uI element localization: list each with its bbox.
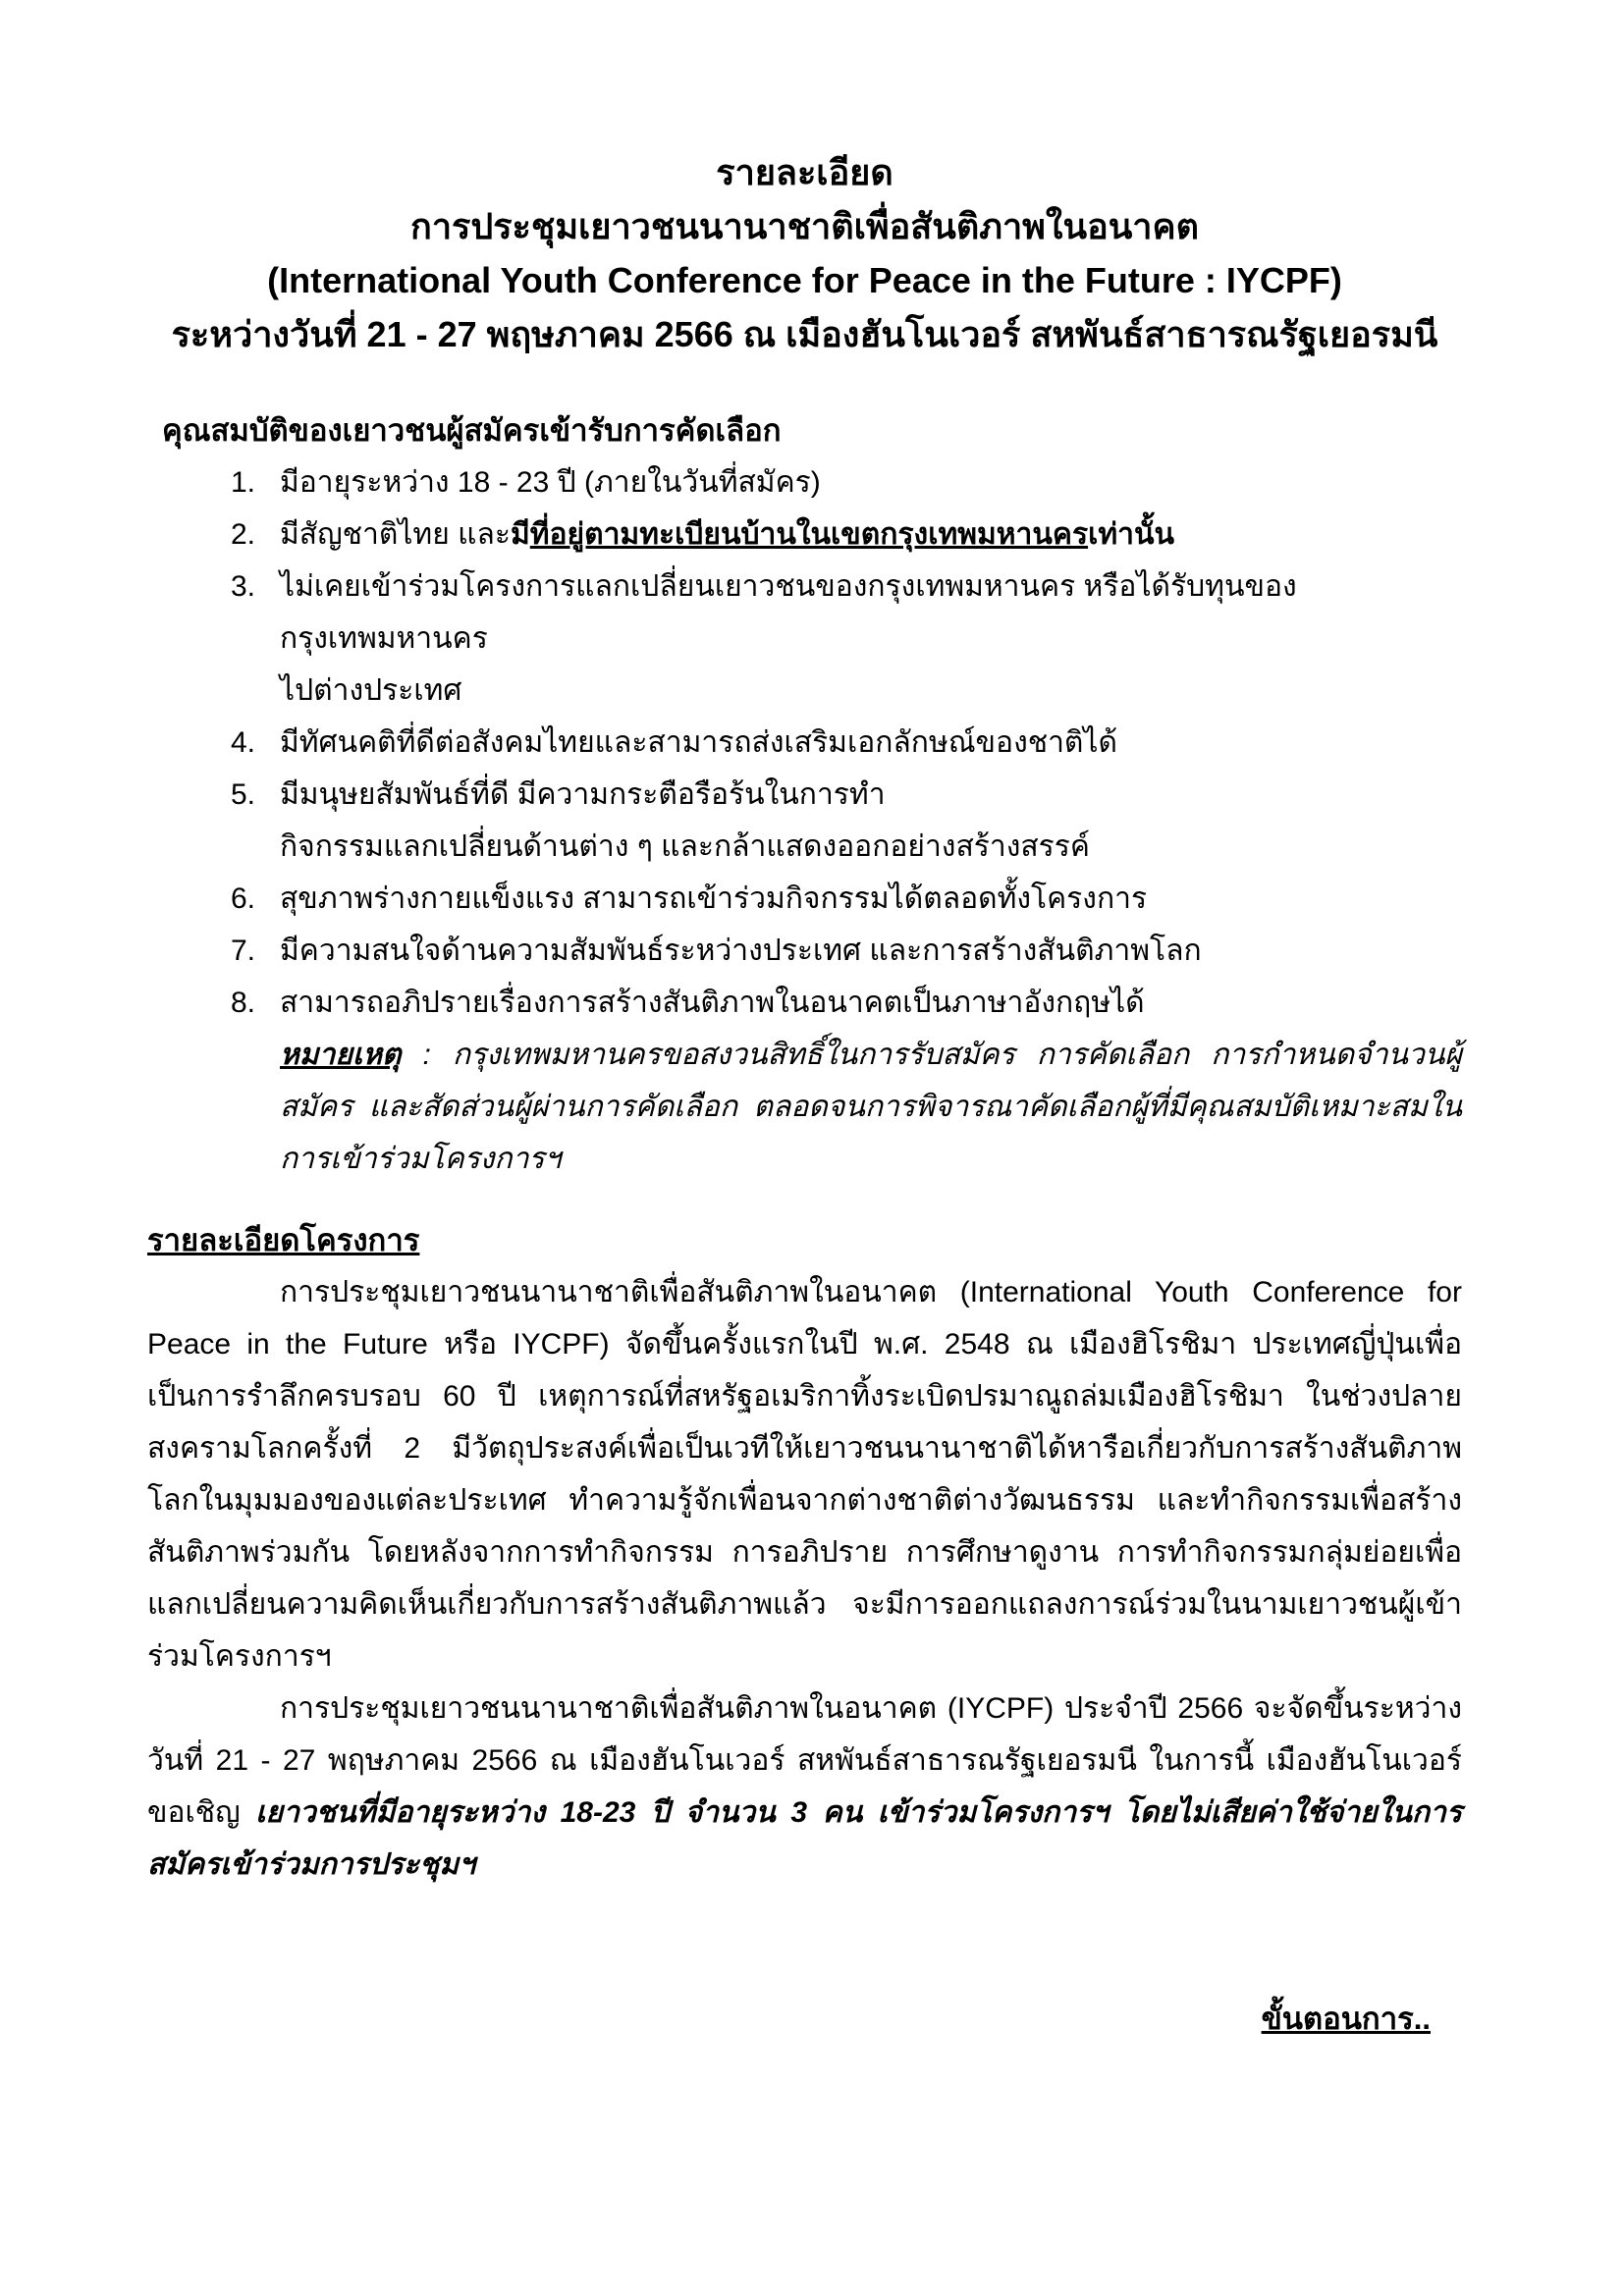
item-text: มีมนุษยสัมพันธ์ที่ดี มีความกระตือรือร้นในการทำ กิจกรรมแลกเปลี่ยนด้านต่าง ๆ และกล้าแสดงออกอย่างสร้างสรรค์ — [280, 778, 1090, 863]
qualification-item — [231, 717, 1462, 769]
qualification-item — [231, 977, 1462, 1029]
qualification-item — [231, 873, 1462, 925]
note-label: หมายเหตุ — [280, 1039, 402, 1071]
details-paragraph-2 — [147, 1682, 1462, 1891]
note-block — [280, 1029, 1462, 1185]
document-title-block — [147, 145, 1462, 361]
paragraph-2-emphasis-text: เยาวชนที่มีอายุระหว่าง 18-23 ปี จำนวน 3 คน เข้าร่วมโครงการฯ โดยไม่เสียค่าใช้จ่ายในการสมัครเข้าร่วมการประชุมฯ — [147, 1796, 1462, 1881]
qualifications-list — [231, 456, 1462, 1029]
item-text: สุขภาพร่างกายแข็งแรง สามารถเข้าร่วมกิจกรรมได้ตลอดทั้งโครงการ — [280, 882, 1148, 915]
item-number: 7. — [231, 934, 256, 967]
qualification-item — [231, 561, 1462, 717]
item-number: 2. — [231, 518, 256, 551]
title-line-4: ระหว่างวันที่ 21 - 27 พฤษภาคม 2566 ณ เมืองฮันโนเวอร์ สหพันธ์สาธารณรัฐเยอรมนี — [171, 314, 1438, 354]
qualification-item — [231, 508, 1462, 561]
note-text: กรุงเทพมหานครขอสงวนสิทธิ์ในการรับสมัคร การคัดเลือก การกำหนดจำนวนผู้สมัคร และสัดส่วนผู้ผ่านการคัดเลือก ตลอดจนการพิจารณาคัดเลือกผู้ที่มีคุณสมบัติเหมาะสมในการเข้าร่วมโครงการฯ — [280, 1039, 1462, 1175]
item-text: ไม่เคยเข้าร่วมโครงการแลกเปลี่ยนเยาวชนของกรุงเทพมหานคร หรือได้รับทุนของกรุงเทพมหานคร ไปต่างประเทศ — [280, 570, 1297, 707]
title-line-1: รายละเอียด — [716, 152, 893, 192]
continuation-marker: ขั้นตอนการ.. — [1261, 2002, 1431, 2036]
details-paragraph-1: การประชุมเยาวชนนานาชาติเพื่อสันติภาพในอนาคต (International Youth Conference for Peace in the Future หรือ IYCPF) จัดขึ้นครั้งแรกในปี พ.ศ. 2548 ณ เมืองฮิโรชิมา ประเทศญี่ปุ่นเพื่อเป็นการรำลึกครบรอบ 60 ปี เหตุการณ์ที่สหรัฐอเมริกาทิ้งระเบิดปรมาณูถล่มเมืองฮิโรชิมา ในช่วงปลายสงครามโลกครั้งที่ 2 มีวัตถุประสงค์เพื่อเป็นเวทีให้เยาวชนนานาชาติได้หารือเกี่ยวกับการสร้างสันติภาพโลกในมุมมองของแต่ละประเทศ ทำความรู้จักเพื่อนจากต่างชาติต่างวัฒนธรรม และทำกิจกรรมเพื่อสร้างสันติภาพร่วมกัน โดยหลังจากการทำกิจกรรม การอภิปราย การศึกษาดูงาน การทำกิจกรรมกลุ่มย่อยเพื่อแลกเปลี่ยนความคิดเห็นเกี่ยวกับการสร้างสันติภาพแล้ว จะมีการออกแถลงการณ์ร่วมในนามเยาวชนผู้เข้าร่วมโครงการฯ — [147, 1276, 1462, 1673]
title-line-3: (International Youth Conference for Peace in the Future : IYCPF) — [267, 260, 1342, 300]
item-number: 1. — [231, 466, 256, 499]
qualification-item — [231, 769, 1462, 873]
item-number: 8. — [231, 987, 256, 1019]
item-text: มีสัญชาติไทย และมีที่อยู่ตามทะเบียนบ้านในเขตกรุงเทพมหานครเท่านั้น — [280, 518, 1174, 551]
item-text: สามารถอภิปรายเรื่องการสร้างสันติภาพในอนาคตเป็นภาษาอังกฤษได้ — [280, 987, 1145, 1019]
item-number: 5. — [231, 778, 256, 811]
qualifications-section — [147, 404, 1462, 1185]
item-text: มีอายุระหว่าง 18 - 23 ปี (ภายในวันที่สมัคร) — [280, 466, 821, 499]
project-details-heading: รายละเอียดโครงการ — [147, 1223, 420, 1257]
project-details-section — [147, 1214, 1462, 1891]
qualification-item — [231, 925, 1462, 977]
item-number: 6. — [231, 882, 256, 915]
title-line-2: การประชุมเยาวชนนานาชาติเพื่อสันติภาพในอนาคต — [410, 206, 1199, 246]
qualifications-heading: คุณสมบัติของเยาวชนผู้สมัครเข้ารับการคัดเลือก — [162, 413, 782, 448]
item-text: มีความสนใจด้านความสัมพันธ์ระหว่างประเทศ และการสร้างสันติภาพโลก — [280, 934, 1202, 967]
item-text: มีทัศนคติที่ดีต่อสังคมไทยและสามารถส่งเสริมเอกลักษณ์ของชาติได้ — [280, 726, 1117, 759]
item-number: 4. — [231, 726, 256, 759]
note-separator: : — [401, 1039, 453, 1071]
qualification-item — [231, 456, 1462, 508]
item-number: 3. — [231, 570, 256, 603]
paragraph-2-normal-text: การประชุมเยาวชนนานาชาติเพื่อสันติภาพในอนาคต (IYCPF) ประจำปี 2566 จะจัดขึ้นระหว่างวันที่ 21 - 27 พฤษภาคม 2566 ณ เมืองฮันโนเวอร์ สหพันธ์สาธารณรัฐเยอรมนี ในการนี้ เมืองฮันโนเวอร์ ขอเชิญ — [147, 1692, 1462, 1829]
